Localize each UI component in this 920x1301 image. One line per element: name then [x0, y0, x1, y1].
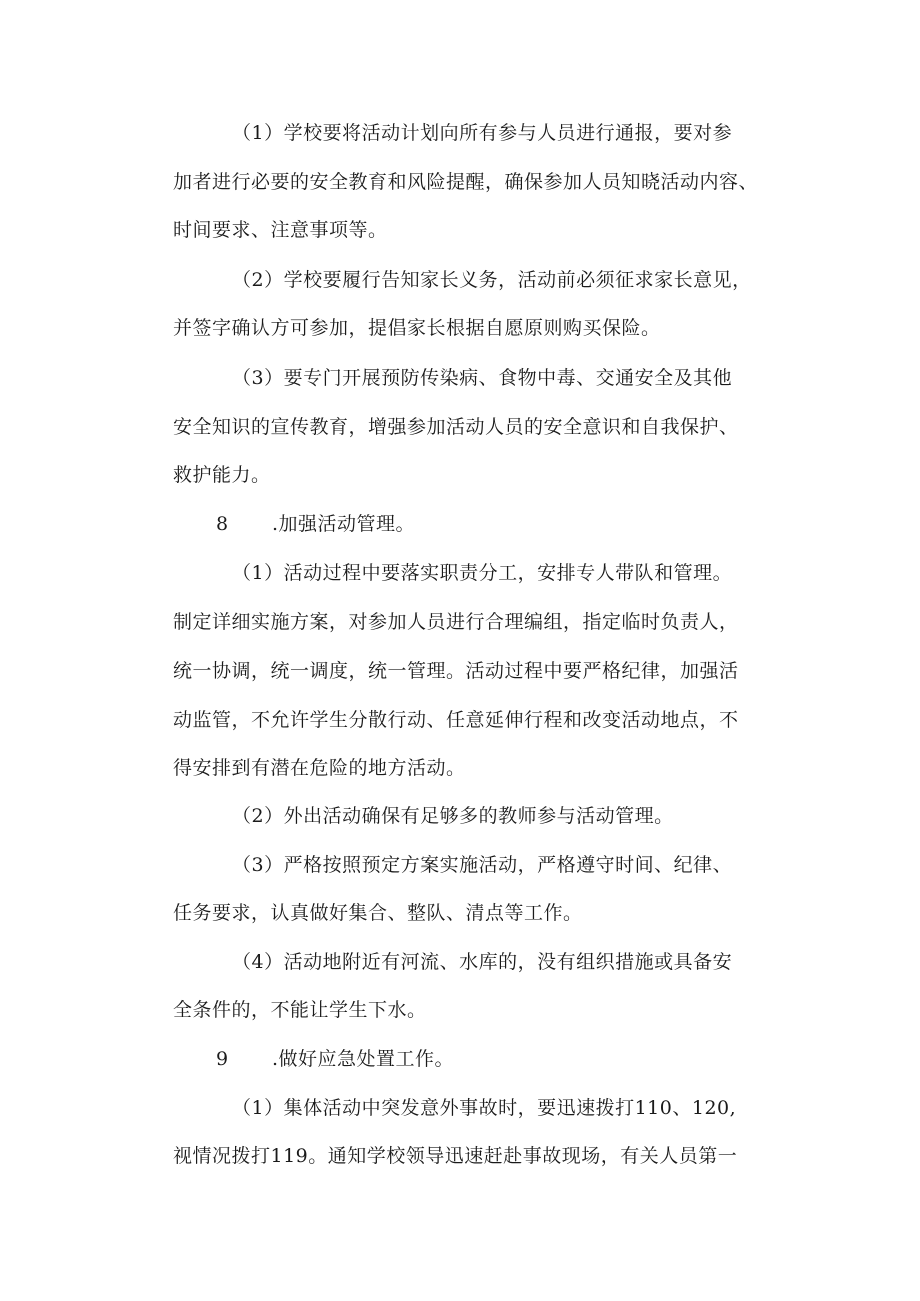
paragraph-line: 救护能力。: [173, 464, 271, 486]
paragraph-line: 统一协调，统一调度，统一管理。活动过程中要严格纪律，加强活: [173, 660, 739, 682]
paragraph-line: （1）活动过程中要落实职责分工，安排专人带队和管理。: [232, 562, 733, 584]
paragraph-line: （1）集体活动中突发意外事故时，要迅速拨打110、120,: [232, 1097, 737, 1119]
section-heading: .加强活动管理。: [272, 513, 416, 535]
section-number: 9: [216, 1048, 229, 1070]
section-heading: .做好应急处置工作。: [272, 1048, 455, 1070]
paragraph-line: （3）要专门开展预防传染病、食物中毒、交通安全及其他: [232, 367, 733, 389]
paragraph-line: 安全知识的宣传教育，增强参加活动人员的安全意识和自我保护、: [173, 416, 739, 438]
paragraph-line: 加者进行必要的安全教育和风险提醒，确保参加人员知晓活动内容、: [173, 171, 759, 193]
section-number: 8: [216, 513, 229, 535]
paragraph-line: 制定详细实施方案，对参加人员进行合理编组，指定临时负责人，: [173, 611, 739, 633]
paragraph-line: 任务要求，认真做好集合、整队、清点等工作。: [173, 902, 583, 924]
paragraph-line: （2）学校要履行告知家长义务，活动前必须征求家长意见，: [232, 269, 752, 291]
paragraph-line: （3）严格按照预定方案实施活动，严格遵守时间、纪律、: [232, 854, 733, 876]
paragraph-line: （4）活动地附近有河流、水库的，没有组织措施或具备安: [232, 951, 733, 973]
paragraph-line: 动监管，不允许学生分散行动、任意延伸行程和改变活动地点，不: [173, 709, 739, 731]
paragraph-line: 得安排到有潜在危险的地方活动。: [173, 757, 466, 779]
paragraph-line: 时间要求、注意事项等。: [173, 219, 388, 241]
paragraph-line: 并签字确认方可参加，提倡家长根据自愿原则购买保险。: [173, 317, 661, 339]
paragraph-line: 视情况拨打119。通知学校领导迅速赶赴事故现场，有关人员第一: [173, 1145, 738, 1167]
paragraph-line: （2）外出活动确保有足够多的教师参与活动管理。: [232, 805, 674, 827]
paragraph-line: （1）学校要将活动计划向所有参与人员进行通报，要对参: [232, 122, 733, 144]
paragraph-line: 全条件的，不能让学生下水。: [173, 999, 427, 1021]
